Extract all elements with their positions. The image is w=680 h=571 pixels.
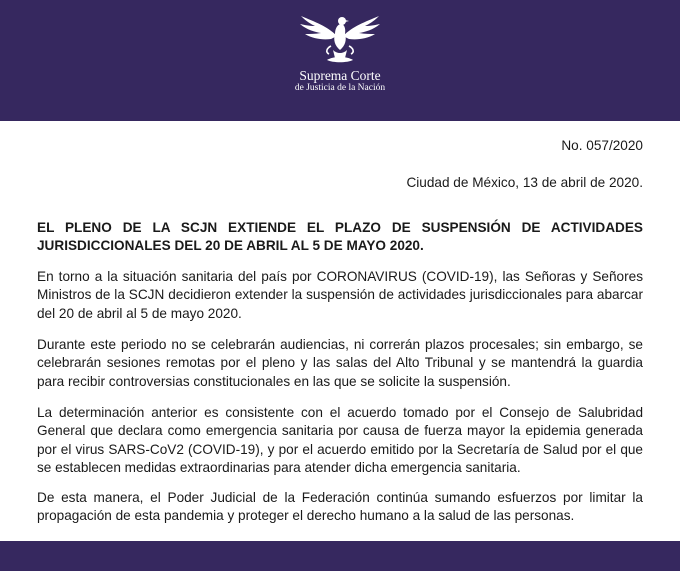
paragraph: La determinación anterior es consistente con el acuerdo tomado por el Consejo de Salubridad General que declara como emergencia sanitaria por causa de fuerza mayor la epidemia generada por el virus SARS-CoV2 (COVID-19), y por el acuerdo emitido por la Secretaría de Salud por el que se establecen medidas extraordinarias para atender dicha emergencia sanitaria. xyxy=(37,405,643,475)
paragraph: Durante este periodo no se celebrarán audiencias, ni correrán plazos procesales; sin embargo, se celebrarán sesiones remotas por el pleno y las salas del Alto Tribunal y se mantendrá la guardia para recibir controversias constitucionales en las que se solicite la suspensión. xyxy=(37,337,643,389)
eagle-emblem-icon xyxy=(297,6,383,68)
paragraph: De esta manera, el Poder Judicial de la Federación continúa sumando esfuerzos por limitar la propagación de esta pandemia y proteger el derecho humano a la salud de las personas. xyxy=(37,490,643,524)
document-number: No. 057/2020 xyxy=(561,138,643,153)
header-banner xyxy=(0,0,680,121)
org-name: Suprema Corte xyxy=(299,68,381,83)
footer-banner xyxy=(0,541,680,571)
scjn-logo xyxy=(280,6,400,116)
headline: EL PLENO DE LA SCJN EXTIENDE EL PLAZO DE SUSPENSIÓN DE ACTIVIDADES JURISDICCIONALES DEL 20 DE ABRIL AL 5 DE MAYO 2020. xyxy=(37,220,643,254)
org-subtitle: de Justicia de la Nación xyxy=(294,83,386,93)
paragraph: En torno a la situación sanitaria del país por CORONAVIRUS (COVID-19), las Señoras y Señores Ministros de la SCJN decidieron extender la suspensión de actividades jurisdiccionales para abarcar del 20 de abril al 5 de mayo 2020. xyxy=(37,269,643,321)
document-date: Ciudad de México, 13 de abril de 2020. xyxy=(406,175,643,190)
